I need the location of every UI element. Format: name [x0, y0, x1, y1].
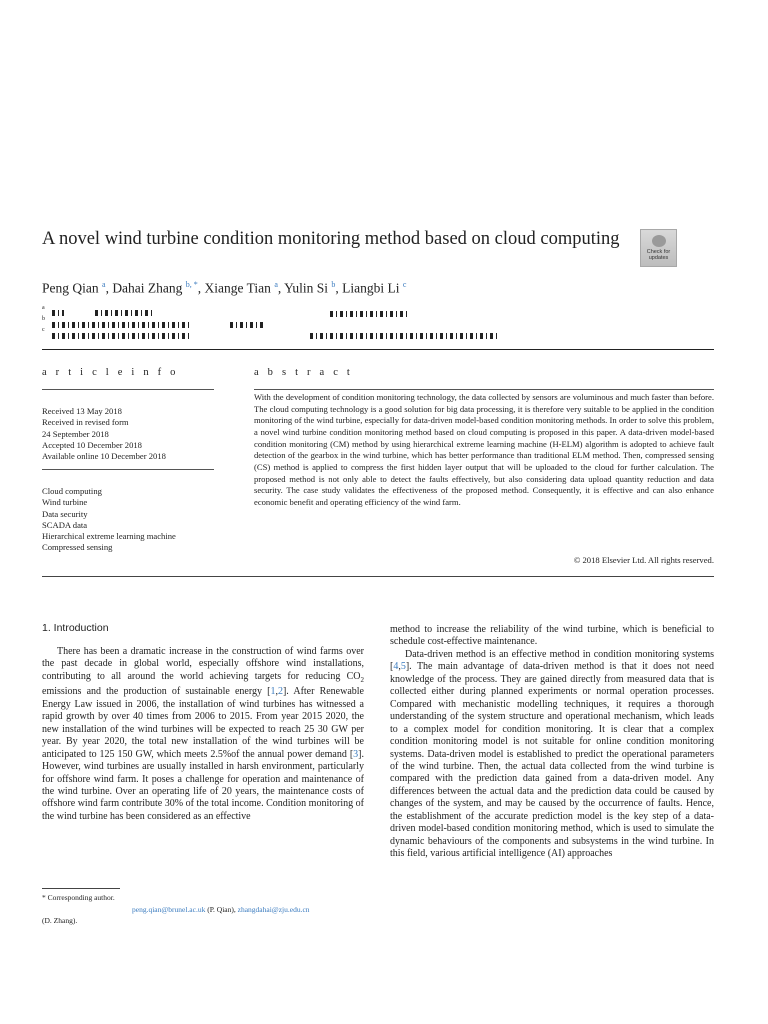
keywords-divider	[42, 469, 214, 470]
author-affiliation-mark: b, *	[185, 280, 198, 289]
text-run: ,	[398, 661, 401, 673]
author-name[interactable]: Yulin Si	[284, 280, 329, 296]
affiliation-letter: b	[42, 316, 45, 322]
keyword: SCADA data	[42, 519, 88, 530]
affiliation-c	[42, 327, 45, 333]
author-affiliation-mark: a	[274, 280, 278, 289]
affiliation-text-illegible	[310, 333, 500, 339]
citation-link[interactable]: 3	[353, 748, 359, 760]
keywords-list	[42, 486, 176, 554]
intro-paragraph: method to increase the reliability of the wind turbine, which is beneficial to schedule cost-effective maintenance.	[390, 624, 714, 648]
keyword: Wind turbine	[42, 497, 88, 508]
author-list: Peng Qian $^a$, Dahai Zhang $^{b, *}$, Xiange Tian $^a$, Yulin Si $^b$, Liangbi Li $^c$	[42, 280, 407, 296]
abstract-heading: a b s t r a c t	[254, 367, 354, 378]
intro-paragraph	[42, 646, 364, 823]
section-heading-introduction: 1. Introduction	[42, 622, 109, 634]
author-name[interactable]: Dahai Zhang	[112, 280, 183, 296]
history-line: Received in revised form	[42, 417, 129, 428]
history-line: Accepted 10 December 2018	[42, 439, 142, 450]
author-affiliation-mark: c	[402, 280, 407, 289]
email-link[interactable]: peng.qian@brunel.ac.uk	[132, 905, 206, 914]
check-for-updates-badge[interactable]	[640, 229, 677, 267]
email-owner: (P. Qian),	[207, 905, 236, 914]
footnote-divider	[42, 888, 120, 889]
intro-left-column	[42, 646, 364, 823]
citation-link[interactable]: 5	[400, 661, 406, 673]
affiliation-text-illegible	[52, 310, 64, 316]
history-line: 24 September 2018	[42, 428, 109, 439]
article-history	[42, 406, 166, 462]
affiliation-a	[42, 305, 45, 311]
text-run: emissions and the production of sustainable energy [	[42, 686, 271, 698]
text-run: ]. After Renewable Energy Law issued in 2006, the installation of wind turbines has witnessed a rapid growth by over 40 times from 2006 to 2015. From year 2015 2020, the new installation of the wind turbines will be expected to reach 25 30 GW per year. By year 2020, the total new installation of the wind turbines will be anticipated to 125 150 GW, which meets 2.5%of the annual power demand [	[42, 686, 364, 760]
keyword: Cloud computing	[42, 486, 102, 496]
footnote-email-owner: (D. Zhang).	[42, 916, 78, 925]
affiliation-text-illegible	[95, 310, 155, 316]
check-updates-label: Check for updates	[646, 249, 671, 261]
affiliation-text-illegible	[52, 333, 192, 339]
affiliation-text-illegible	[52, 322, 192, 328]
footnote-corresponding: * Corresponding author.	[42, 893, 115, 902]
text-run: ]. The main advantage of data-driven method is that it does not need knowledge of the process. They are gained directly from measured data that is collected either during planned experiments or normal operation processes. Compared with mechanistic modelling techniques, it requires a thorough understanding of the system structure and operational mechanism, which leads to a complex model for condition monitoring. It is clear that a complex condition monitoring model is not suitable for online condition monitoring systems. Data-driven model is established to predict the operational parameters of the wind turbine. Then, the actual data collected from the wind turbine is compared with the prediction data gained from a data-driven model. Any differences between the actual data and the prediction data could be caused by changes of the system, and may be caused by the occurrence of faults. Hence, the establishment of the accurate prediction model is the key step of a data-driven model-based condition monitoring method, which is used to simulate the dynamic behaviours of the components and subsystems in the wind turbine. In this field, various artificial intelligence (AI) approaches	[390, 661, 714, 860]
subscript: 2	[360, 675, 364, 684]
author-affiliation-mark: a	[102, 280, 106, 289]
citation-link[interactable]: 2	[277, 686, 283, 698]
check-updates-icon	[652, 235, 666, 247]
author-name[interactable]: Liangbi Li	[342, 280, 400, 296]
author-affiliation-mark: b	[331, 280, 336, 289]
affiliation-text-illegible	[230, 322, 265, 328]
header-divider	[42, 349, 714, 350]
abstract-bottom-divider	[42, 576, 714, 577]
history-line: Received 13 May 2018	[42, 406, 122, 416]
author-name[interactable]: Xiange Tian	[204, 280, 271, 296]
affiliation-letter: c	[42, 327, 45, 333]
text-run: ]. However, wind turbines are usually installed in harsh environment, particularly for offshore wind farm. It poses a challenge for operation and maintenance of the wind turbine. Over an operating life of 20 years, the maintenance costs of offshore wind farm contribute 30% of the total income. Condition monitoring of the wind turbine has been considered as an effective	[42, 748, 364, 822]
keyword: Hierarchical extreme learning machine	[42, 531, 176, 542]
footnote-emails	[132, 905, 310, 914]
affiliation-b	[42, 316, 45, 322]
abstract-divider	[254, 389, 714, 390]
citation-link[interactable]: 4	[393, 661, 399, 673]
article-info-heading: a r t i c l e i n f o	[42, 367, 179, 378]
text-run: Data-driven method is an effective method in condition monitoring systems [	[390, 648, 714, 673]
copyright-notice: © 2018 Elsevier Ltd. All rights reserved.	[573, 555, 714, 565]
keyword: Data security	[42, 508, 88, 519]
text-run: There has been a dramatic increase in the construction of wind farms over the past decade in global world, especially offshore wind installations, contributing to all around the world achieving targets for reducing CO	[42, 646, 364, 682]
author-name[interactable]: Peng Qian	[42, 280, 99, 296]
intro-paragraph	[390, 649, 714, 861]
abstract-text: With the development of condition monitoring technology, the data collected by sensors are voluminous and much faster than before. The cloud computing technology is a good solution for big data processing, it is therefore very suitable to be applied in the condition monitoring of the wind turbine, especially for data-driven model-based condition monitoring methods. In order to solve this problem, a novel wind turbine condition monitoring method based on cloud computing is proposed in this paper. A data-driven model-based condition monitoring (CM) method by using hierarchical extreme learning machine (H-ELM) algorithm is adopted to achieve fault detection of the gearbox in the wind turbine, which has better performance than traditional ELM method. Then, compressed sensing (CS) method is applied to compress the first hidden layer output that will be uploaded to the cloud for further calculation. The proposed method is not only able to detect the faults effectively, but also considering data upload quantity reduction and data security. The case study validates the effectiveness of the proposed method. Consequently, it is effective and can also enhance economic benefit and operating efficiency of the wind farm.	[254, 392, 714, 507]
citation-link[interactable]: 1	[270, 686, 276, 698]
keyword: Compressed sensing	[42, 542, 113, 553]
affiliation-letter: a	[42, 305, 45, 311]
affiliation-text-illegible	[330, 311, 410, 317]
paper-title: A novel wind turbine condition monitoring method based on cloud computing	[42, 229, 620, 249]
intro-right-column	[390, 624, 714, 861]
email-link[interactable]: zhangdahai@zju.edu.cn	[237, 905, 310, 914]
text-run: ,	[275, 686, 278, 698]
article-info-divider	[42, 389, 214, 390]
history-line: Available online 10 December 2018	[42, 451, 166, 462]
